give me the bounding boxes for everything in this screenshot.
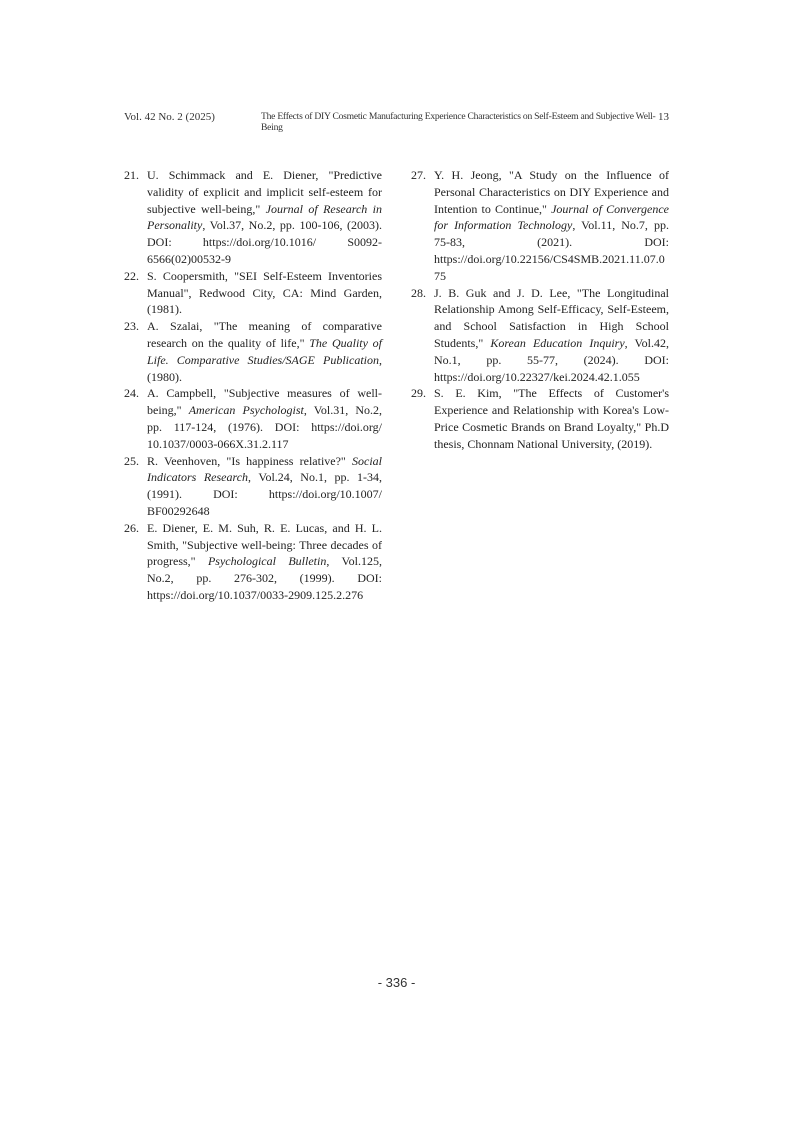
reference-journal: Psychological Bulletin	[207, 554, 327, 569]
reference-text: S. Coopersmith, "SEI Self-Esteem Inventories Manual", Redwood City, CA: Mind Garden, (1981).	[147, 268, 382, 317]
running-header	[124, 111, 669, 133]
reference-number: 25.	[124, 453, 139, 468]
running-title: The Effects of DIY Cosmetic Manufacturing Experience Characteristics on Self-Esteem and Subjective Well-Being	[261, 111, 656, 133]
reference-details: , Vol.42, No.1, pp. 55-77, (2024). DOI: https://doi.org/10.22327/kei.2024.42.1.055	[434, 335, 669, 384]
reference-number: 26.	[124, 520, 139, 535]
footer-page-number: - 336 -	[377, 975, 416, 990]
reference-details: , Vol.125, No.2, pp. 276-302, (1999). DOI: https://doi.org/10.1037/0033-2909.125.2.276	[147, 554, 382, 602]
reference-details: , Vol.31, No.2, pp. 117-124, (1976). DOI: https://doi.org/ 10.1037/0003-066X.31.2.117	[147, 403, 383, 451]
journal-volume: Vol. 42 No. 2 (2025)	[124, 111, 215, 123]
reference-item	[124, 385, 382, 452]
reference-item	[411, 385, 669, 452]
header-page-number: 13	[658, 111, 669, 123]
reference-text: U. Schimmack and E. Diener, "Predictive validity of explicit and implicit self-esteem for subjective well-being,"	[147, 168, 382, 216]
reference-item	[124, 453, 382, 520]
reference-number: 24.	[124, 386, 139, 401]
reference-text: J. B. Guk and J. D. Lee, "The Longitudinal Relationship Among Self-Efficacy, Self-Esteem, and School Satisfaction in High School Students,"	[434, 285, 669, 350]
reference-details: , (1980).	[147, 352, 382, 384]
reference-item	[411, 285, 669, 386]
reference-text: A. Szalai, "The meaning of comparative research on the quality of life,"	[147, 319, 382, 350]
reference-text: R. Veenhoven, "Is happiness relative?"	[147, 453, 352, 468]
reference-number: 21.	[124, 168, 139, 182]
reference-details: , Vol.37, No.2, pp. 100-106, (2003). DOI: https://doi.org/10.1016/ S0092-6566(02)00532-9	[147, 218, 382, 266]
reference-item	[124, 318, 382, 385]
reference-journal: Korean Education Inquiry	[490, 335, 625, 350]
reference-number: 29.	[411, 386, 426, 401]
reference-item	[411, 167, 669, 285]
page-footer	[0, 975, 793, 990]
reference-number: 22.	[124, 268, 139, 283]
reference-number: 28.	[411, 285, 426, 300]
reference-journal: The Quality of Life. Comparative Studies/SAGE Publication	[147, 335, 383, 367]
reference-item	[124, 268, 382, 318]
reference-journal: Social Indicators Research	[147, 453, 382, 485]
references-column-left	[124, 167, 382, 604]
reference-text: A. Campbell, "Subjective measures of well-being,"	[147, 386, 382, 418]
reference-item	[124, 520, 382, 604]
reference-item	[124, 167, 382, 268]
reference-details: , Vol.11, No.7, pp. 75-83, (2021). DOI: https://doi.org/10.22156/CS4SMB.2021.11.07.075	[434, 218, 669, 283]
reference-text: E. Diener, E. M. Suh, R. E. Lucas, and H. L. Smith, "Subjective well-being: Three decades of progress,"	[147, 520, 382, 569]
reference-journal: Journal of Convergence for Information Technology	[434, 201, 669, 233]
references-column-right	[411, 167, 669, 453]
reference-number: 23.	[124, 319, 139, 334]
reference-journal: American Psychologist	[188, 403, 304, 418]
reference-text: S. E. Kim, "The Effects of Customer's Experience and Relationship with Korea's Low-Price Cosmetic Brands on Brand Loyalty," Ph.D thesis, Chonnam National University, (2019).	[434, 386, 669, 451]
reference-text: Y. H. Jeong, "A Study on the Influence of Personal Characteristics on DIY Experience and Intention to Continue,"	[434, 168, 669, 216]
reference-details: , Vol.24, No.1, pp. 1-34, (1991). DOI: https://doi.org/10.1007/ BF00292648	[147, 470, 382, 518]
reference-journal: Journal of Research in Personality	[147, 201, 382, 233]
reference-number: 27.	[411, 168, 426, 182]
